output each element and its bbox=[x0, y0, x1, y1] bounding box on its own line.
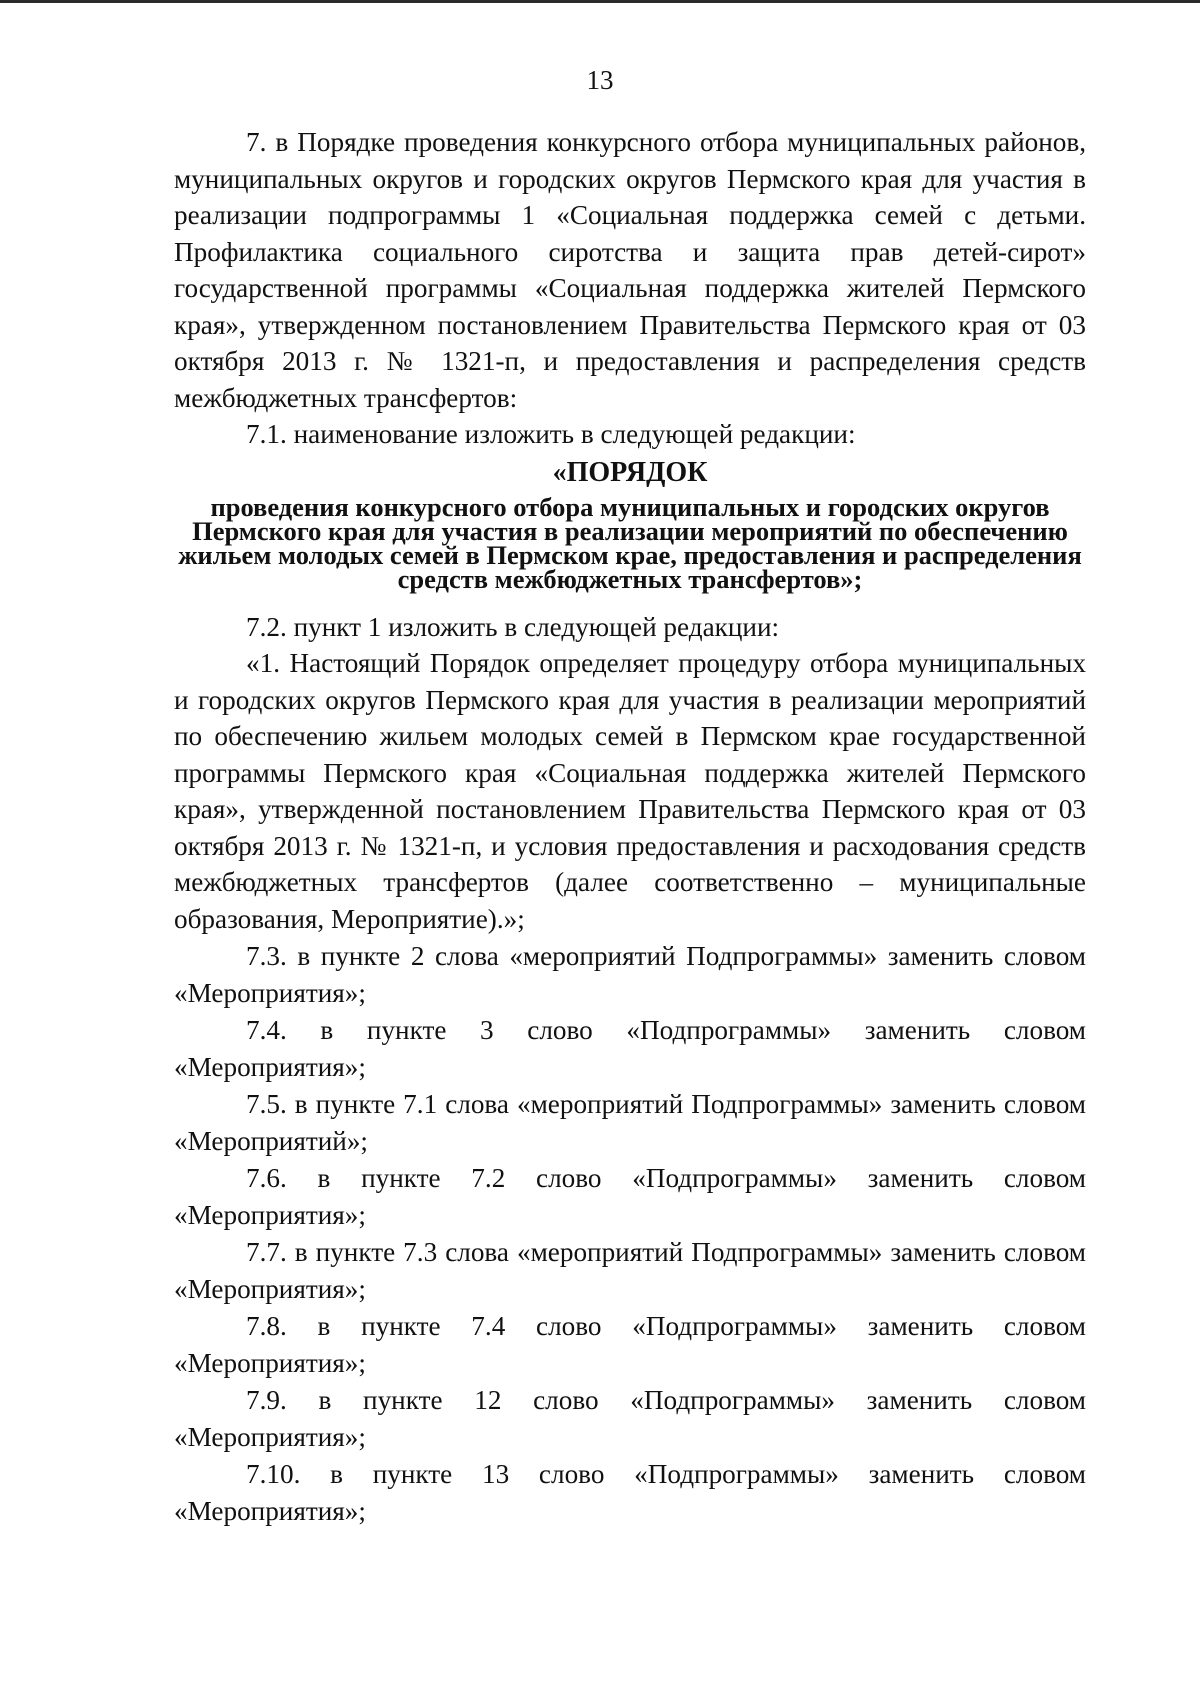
paragraph-7-8: 7.8. в пункте 7.4 слово «Подпрограммы» заменить словом «Мероприятия»; bbox=[174, 1311, 1086, 1378]
paragraph-7-5: 7.5. в пункте 7.1 слова «мероприятий Подпрограммы» заменить словом «Мероприятий»; bbox=[174, 1089, 1086, 1156]
order-title: «ПОРЯДОК bbox=[552, 456, 708, 488]
paragraph-clause-1: «1. Настоящий Порядок определяет процедуру отбора муниципальных и городских округов Пермского края для участия в реализации мероприятий по обеспечению жильем молодых семей в Пермском крае государственной программы Пермского края «Социальная поддержка жителей Пермского края», утвержденной постановлением Правительства Пермского края от 03 октября 2013 г. № 1321-п, и условия предоставления и расходования средств межбюджетных трансфертов (далее соответственно – муниципальные образования, Мероприятие).»; bbox=[174, 648, 1086, 934]
paragraph-7-3: 7.3. в пункте 2 слова «мероприятий Подпрограммы» заменить словом «Мероприятия»; bbox=[174, 941, 1086, 1008]
page-number: 13 bbox=[586, 65, 614, 95]
paragraph-7-9: 7.9. в пункте 12 слово «Подпрограммы» заменить словом «Мероприятия»; bbox=[174, 1385, 1086, 1452]
paragraph-7-4: 7.4. в пункте 3 слово «Подпрограммы» заменить словом «Мероприятия»; bbox=[174, 1015, 1086, 1082]
paragraph-7-6: 7.6. в пункте 7.2 слово «Подпрограммы» заменить словом «Мероприятия»; bbox=[174, 1163, 1086, 1230]
paragraph-7-2: 7.2. пункт 1 изложить в следующей редакции: bbox=[246, 611, 780, 642]
paragraph-7-1: 7.1. наименование изложить в следующей редакции: bbox=[246, 419, 856, 449]
paragraph-7-10: 7.10. в пункте 13 слово «Подпрограммы» заменить словом «Мероприятия»; bbox=[174, 1459, 1086, 1526]
paragraph-7-7: 7.7. в пункте 7.3 слова «мероприятий Подпрограммы» заменить словом «Мероприятия»; bbox=[174, 1237, 1086, 1304]
document-body bbox=[174, 124, 1086, 1529]
scan-top-edge bbox=[0, 0, 1200, 3]
order-subtitle: проведения конкурсного отбора муниципальных и городских округов Пермского края для участия в реализации мероприятий по обеспечению жильем молодых семей в Пермском крае, предоставления и распределения средств межбюджетных трансфертов»; bbox=[178, 491, 1082, 594]
paragraph-7: 7. в Порядке проведения конкурсного отбора муниципальных районов, муниципальных округов и городских округов Пермского края для участия в реализации подпрограммы 1 «Социальная поддержка семей с детьми. Профилактика социального сиротства и защита прав детей-сирот» государственной программы «Социальная поддержка жителей Пермского края», утвержденном постановлением Правительства Пермского края от 03 октября 2013 г. № 1321-п, и предоставления и распределения средств межбюджетных трансфертов: bbox=[174, 127, 1086, 413]
